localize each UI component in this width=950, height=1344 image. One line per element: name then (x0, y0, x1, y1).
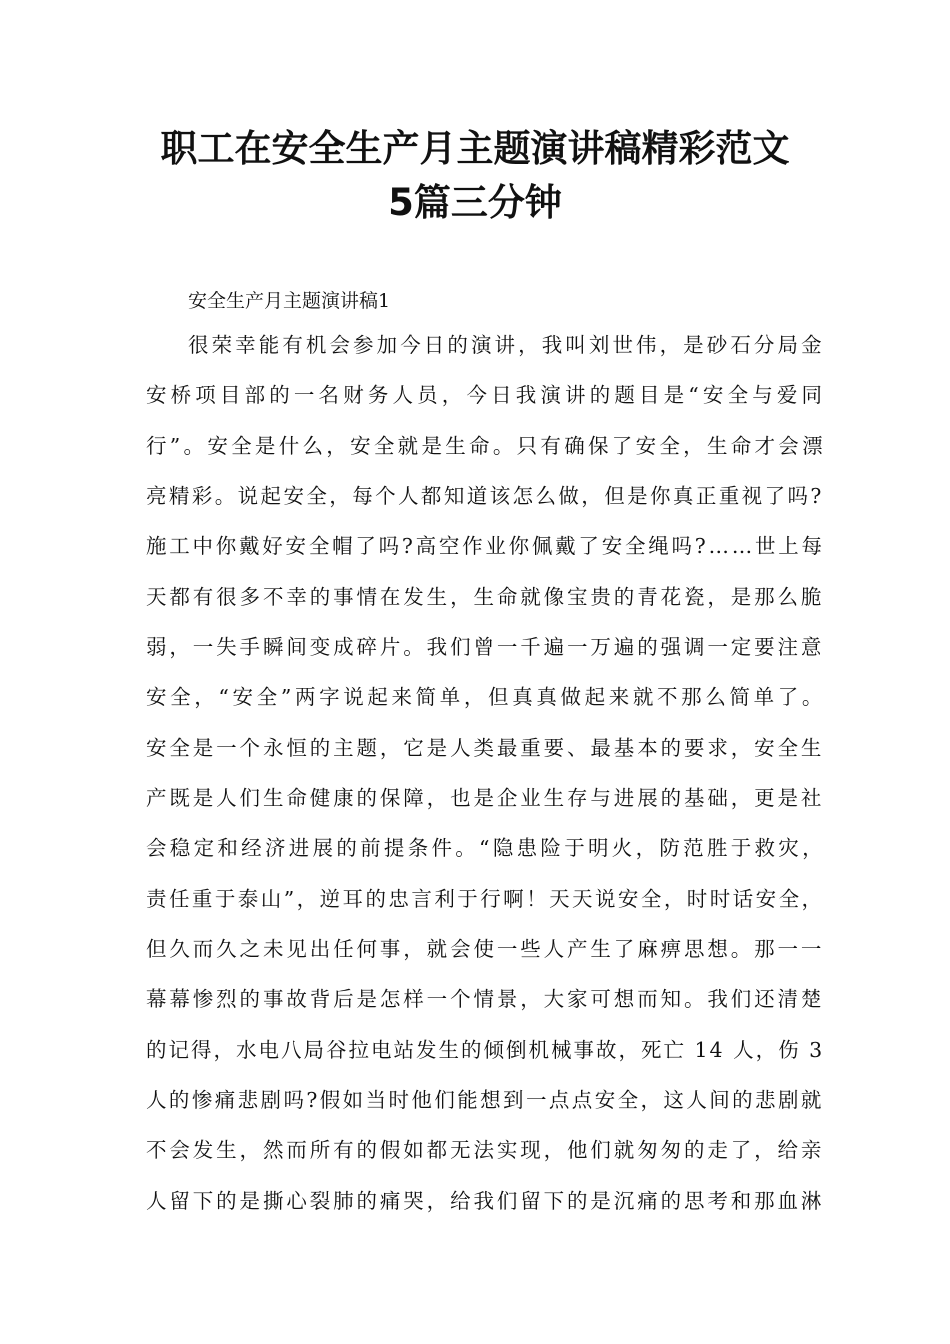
body-line-8: 安全，“安全”两字说起来简单，但真真做起来就不那么简单了。 (146, 685, 827, 709)
section-heading: 安全生产月主题演讲稿1 (188, 290, 391, 312)
body-line-13: 但久而久之未见出任何事，就会使一些人产生了麻痹思想。那一一 (146, 937, 825, 961)
title-line-2: 5篇三分钟 (388, 181, 562, 224)
body-line-15: 的记得，水电八局谷拉电站发生的倾倒机械事故，死亡 14 人，伤 3 (146, 1038, 825, 1062)
body-line-5: 施工中你戴好安全帽了吗?高空作业你佩戴了安全绳吗?……世上每 (146, 534, 825, 558)
body-line-12: 责任重于泰山”，逆耳的忠言利于行啊！天天说安全，时时话安全， (146, 887, 825, 911)
body-line-4: 亮精彩。说起安全，每个人都知道该怎么做，但是你真正重视了吗? (146, 484, 824, 508)
body-line-18: 人留下的是撕心裂肺的痛哭，给我们留下的是沉痛的思考和那血淋 (146, 1189, 825, 1213)
body-line-16: 人的惨痛悲剧吗?假如当时他们能想到一点点安全，这人间的悲剧就 (146, 1088, 824, 1112)
body-line-14: 幕幕惨烈的事故背后是怎样一个情景，大家可想而知。我们还清楚 (146, 987, 825, 1011)
body-line-10: 产既是人们生命健康的保障，也是企业生存与进展的基础，更是社 (146, 786, 825, 810)
body-line-17: 不会发生，然而所有的假如都无法实现，他们就匆匆的走了，给亲 (146, 1138, 825, 1162)
body-line-2: 安桥项目部的一名财务人员，今日我演讲的题目是“安全与爱同 (146, 383, 827, 407)
body-line-3: 行”。安全是什么，安全就是生命。只有确保了安全，生命才会漂 (146, 434, 826, 458)
title-line-1: 职工在安全生产月主题演讲稿精彩范文 (160, 127, 790, 170)
body-line-7: 弱，一失手瞬间变成碎片。我们曾一千遍一万遍的强调一定要注意 (146, 635, 825, 659)
body-line-1: 很荣幸能有机会参加今日的演讲，我叫刘世伟，是砂石分局金 (188, 333, 825, 357)
body-line-6: 天都有很多不幸的事情在发生，生命就像宝贵的青花瓷，是那么脆 (146, 585, 825, 609)
body-line-11: 会稳定和经济进展的前提条件。“隐患险于明火，防范胜于救灾， (146, 836, 826, 860)
body-line-9: 安全是一个永恒的主题，它是人类最重要、最基本的要求，安全生 (146, 736, 825, 760)
document-title (0, 122, 950, 230)
